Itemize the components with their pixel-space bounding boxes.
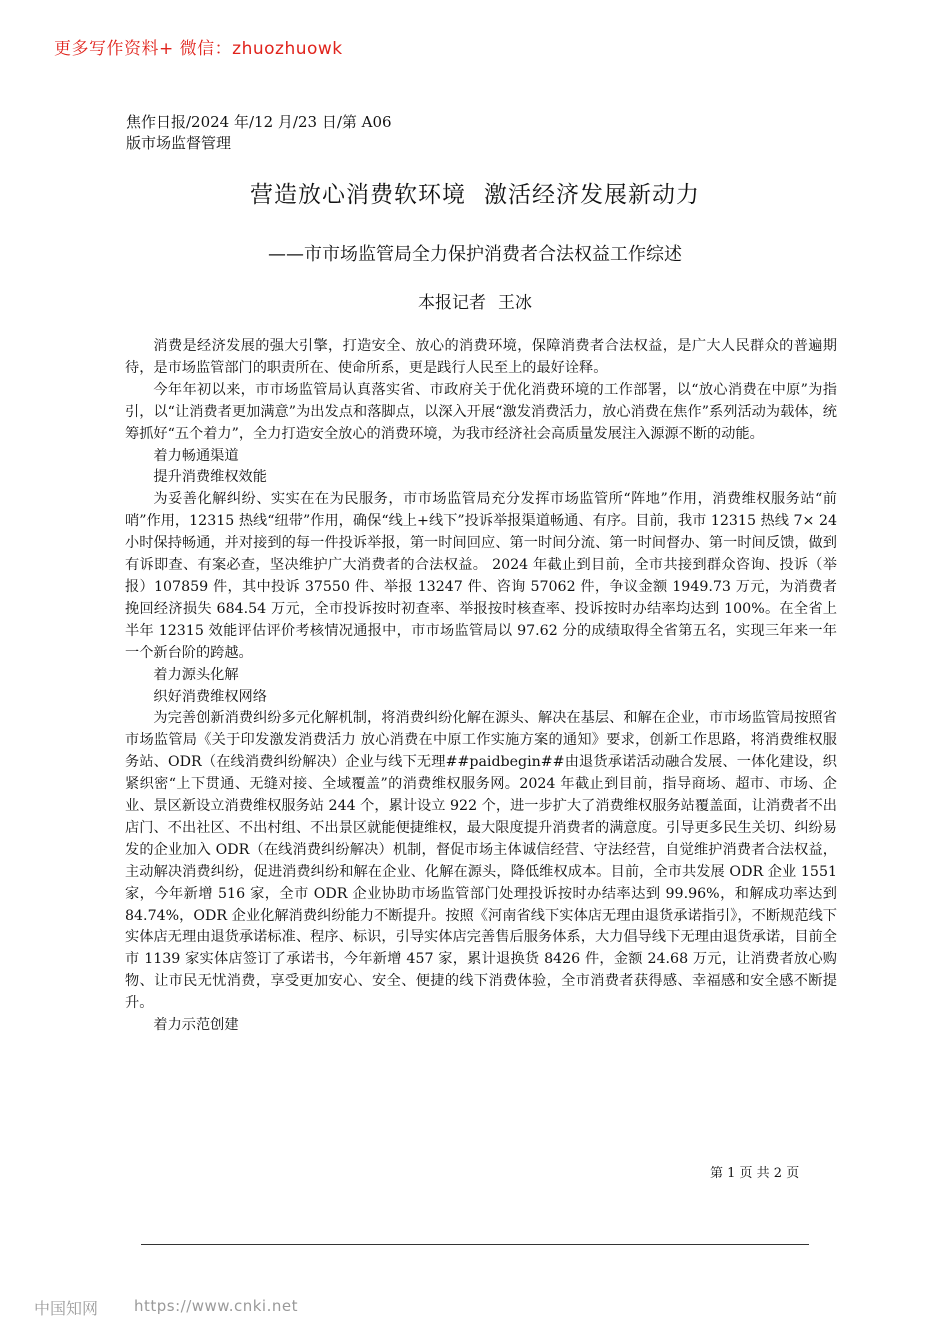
title-part: 激活经济发展新动力 bbox=[484, 182, 700, 208]
byline-label: 本报记者 bbox=[418, 293, 486, 313]
page-subtitle: ——市市场监管局全力保护消费者合法权益工作综述 bbox=[268, 244, 682, 265]
paragraph: 消费是经济发展的强大引擎，打造安全、放心的消费环境，保障消费者合法权益，是广大人民群众的普遍期待，是市场监管部门的职责所在、使命所系，更是践行人民至上的最好诠释。 bbox=[125, 338, 837, 376]
source-line: 焦作日报/2024 年/12 月/23 日/第 A06 bbox=[126, 113, 392, 131]
paragraph: 为妥善化解纠纷、实实在在为民服务，市市场监管局充分发挥市场监管所“阵地”作用，消费维权服务站“前哨”作用，12315 热线“纽带”作用，确保“线上+线下”投诉举报渠道畅通、有序。目前，我市 12315 热线 7× 24 小时保持畅通，并对接到的每一件投诉举报，第一时间回应、第一时间分流、第一时间督办、第一时间反馈，做到有诉即查、有案必查，坚决维护广大消费者的合法权益。 2024 年截止到目前，全市共接到群众咨询、投诉（举报）107859 件，其中投诉 37550 件、举报 13247 件、咨询 57062 件，争议金额 1949.73 万元，为消费者挽回经济损失 684.54 万元，全市投诉按时初查率、举报按时核查率、投诉按时办结率均达到 100%。在全省上半年 12315 效能评估评价考核情况通报中，市市场监管局以 97.62 分的成绩取得全省第五名，实现三年来一年一个新台阶的跨越。 bbox=[125, 491, 837, 661]
paragraph: 为完善创新消费纠纷多元化解机制，将消费纠纷化解在源头、解决在基层、和解在企业，市市场监管局按照省市场监管局《关于印发激发消费活力 放心消费在中原工作实施方案的通知》要求，创新工作思路，将消费维权服务站、ODR（在线消费纠纷解决）企业与线下无理##paidbegin##由退货承诺活动融合发展、一体化建设，织紧织密“上下贯通、无缝对接、全域覆盖”的消费维权服务网。2024 年截止到目前，指导商场、超市、市场、企业、景区新设立消费维权服务站 244 个，累计设立 922 个，进一步扩大了消费维权服务站覆盖面，让消费者不出店门、不出社区、不出村组、不出景区就能便捷维权，最大限度提升消费者的满意度。引导更多民生关切、纠纷易发的企业加入 ODR（在线消费纠纷解决）机制，督促市场主体诚信经营、守法经营，自觉维护消费者合法权益，主动解决消费纠纷，促进消费纠纷和解在企业、化解在源头，降低维权成本。目前，全市共发展 ODR 企业 1551 家，今年新增 516 家，全市 ODR 企业协助市场监管部门处理投诉按时办结率达到 99.96%，和解成功率达到 84.74%，ODR 企业化解消费纠纷能力不断提升。按照《河南省线下实体店无理由退货承诺指引》，不断规范线下实体店无理由退货承诺标准、程序、标识，引导实体店完善售后服务体系，大力倡导线下无理由退货承诺，目前全市 1139 家实体店签订了承诺书，今年新增 457 家，累计退换货 8426 件，金额 24.68 万元，让消费者放心购物、让市民无忧消费，享受更加安心、安全、便捷的线下消费体验，全市消费者获得感、幸福感和安全感不断提升。 bbox=[125, 710, 837, 1012]
source-info bbox=[126, 112, 426, 154]
page-number: 第 1 页 共 2 页 bbox=[710, 1166, 800, 1181]
cnki-logo: 中国知网 bbox=[34, 1299, 99, 1318]
section-heading: 织好消费维权网络 bbox=[153, 688, 267, 705]
section-heading: 提升消费维权效能 bbox=[153, 469, 267, 486]
divider bbox=[141, 1244, 809, 1245]
author-name: 王冰 bbox=[498, 293, 532, 313]
section-heading: 着力畅通渠道 bbox=[153, 447, 239, 464]
section-heading: 着力示范创建 bbox=[153, 1017, 239, 1034]
promo-banner[interactable]: 更多写作资料+ 微信：zhuozhuowk bbox=[54, 39, 343, 59]
byline bbox=[0, 288, 950, 313]
title-part: 营造放心消费软环境 bbox=[250, 182, 466, 208]
article-body bbox=[125, 336, 837, 1037]
section-heading: 着力源头化解 bbox=[153, 666, 239, 683]
footer-link[interactable]: https://www.cnki.net bbox=[134, 1297, 298, 1315]
page-title bbox=[0, 176, 950, 209]
source-line: 版市场监督管理 bbox=[126, 134, 232, 152]
paragraph: 今年年初以来，市市场监管局认真落实省、市政府关于优化消费环境的工作部署，以“放心消费在中原”为指引，以“让消费者更加满意”为出发点和落脚点，以深入开展“激发消费活力，放心消费在焦作”系列活动为载体，统筹抓好“五个着力”，全力打造安全放心的消费环境，为我市经济社会高质量发展注入源源不断的动能。 bbox=[125, 381, 837, 442]
